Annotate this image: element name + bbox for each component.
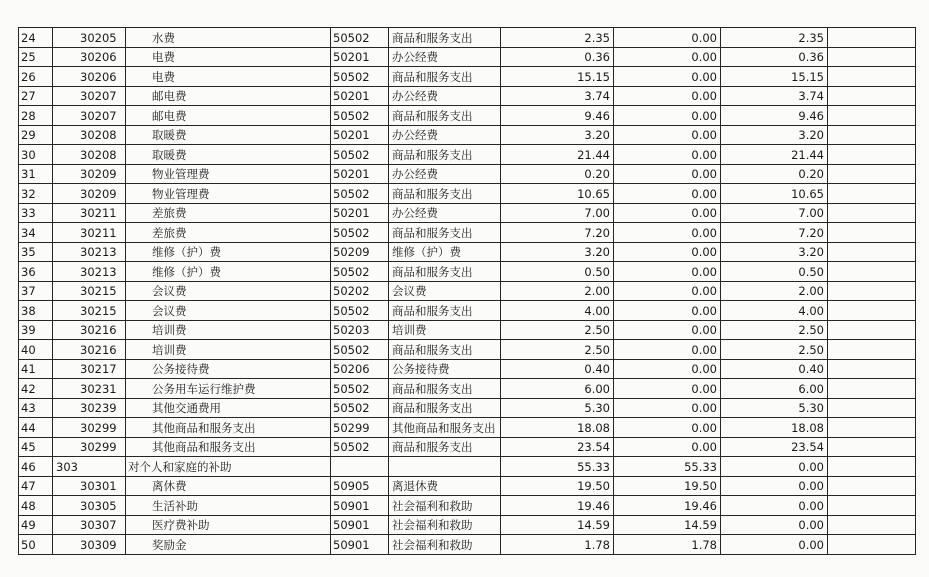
econ-name-cell: 维修（护）费 xyxy=(126,262,331,282)
row-number-cell: 39 xyxy=(19,320,53,340)
econ-code-cell: 30209 xyxy=(53,164,126,184)
econ-code-cell: 30211 xyxy=(53,223,126,243)
table-row xyxy=(19,164,916,184)
econ-code-cell: 30305 xyxy=(53,496,126,516)
econ-code-cell: 30216 xyxy=(53,340,126,360)
basic-amount-cell: 0.00 xyxy=(614,223,721,243)
econ-name-cell: 维修（护）费 xyxy=(126,242,331,262)
gov-econ-code-cell xyxy=(331,457,389,477)
total-amount-cell: 3.20 xyxy=(501,125,614,145)
row-number-cell: 26 xyxy=(19,67,53,87)
econ-name-cell: 对个人和家庭的补助 xyxy=(126,457,331,477)
basic-amount-cell: 0.00 xyxy=(614,164,721,184)
gov-econ-name-cell: 其他商品和服务支出 xyxy=(389,418,501,438)
blank-cell xyxy=(828,457,916,477)
project-amount-cell: 0.00 xyxy=(721,457,828,477)
row-number-cell: 42 xyxy=(19,379,53,399)
blank-cell xyxy=(828,320,916,340)
total-amount-cell: 23.54 xyxy=(501,437,614,457)
gov-econ-name-cell: 办公经费 xyxy=(389,164,501,184)
blank-cell xyxy=(828,398,916,418)
row-number-cell: 44 xyxy=(19,418,53,438)
budget-table xyxy=(18,27,916,555)
basic-amount-cell: 0.00 xyxy=(614,86,721,106)
gov-econ-code-cell: 50502 xyxy=(331,301,389,321)
gov-econ-code-cell: 50201 xyxy=(331,47,389,67)
gov-econ-code-cell: 50502 xyxy=(331,379,389,399)
econ-code-cell: 30215 xyxy=(53,301,126,321)
total-amount-cell: 2.35 xyxy=(501,28,614,48)
basic-amount-cell: 0.00 xyxy=(614,301,721,321)
blank-cell xyxy=(828,242,916,262)
gov-econ-name-cell: 商品和服务支出 xyxy=(389,145,501,165)
row-number-cell: 29 xyxy=(19,125,53,145)
row-number-cell: 34 xyxy=(19,223,53,243)
gov-econ-code-cell: 50201 xyxy=(331,164,389,184)
econ-name-cell: 差旅费 xyxy=(126,223,331,243)
basic-amount-cell: 14.59 xyxy=(614,515,721,535)
table-row xyxy=(19,125,916,145)
table-row xyxy=(19,515,916,535)
econ-name-cell: 物业管理费 xyxy=(126,184,331,204)
blank-cell xyxy=(828,359,916,379)
econ-code-cell: 30205 xyxy=(53,28,126,48)
gov-econ-code-cell: 50502 xyxy=(331,28,389,48)
gov-econ-code-cell: 50502 xyxy=(331,398,389,418)
table-row xyxy=(19,28,916,48)
total-amount-cell: 0.50 xyxy=(501,262,614,282)
basic-amount-cell: 0.00 xyxy=(614,418,721,438)
econ-name-cell: 奖励金 xyxy=(126,535,331,555)
row-number-cell: 50 xyxy=(19,535,53,555)
blank-cell xyxy=(828,281,916,301)
gov-econ-name-cell: 商品和服务支出 xyxy=(389,106,501,126)
blank-cell xyxy=(828,106,916,126)
row-number-cell: 30 xyxy=(19,145,53,165)
project-amount-cell: 0.00 xyxy=(721,515,828,535)
table-row xyxy=(19,145,916,165)
gov-econ-name-cell: 会议费 xyxy=(389,281,501,301)
row-number-cell: 27 xyxy=(19,86,53,106)
gov-econ-code-cell: 50502 xyxy=(331,223,389,243)
gov-econ-name-cell: 办公经费 xyxy=(389,86,501,106)
project-amount-cell: 0.00 xyxy=(721,496,828,516)
blank-cell xyxy=(828,86,916,106)
econ-name-cell: 其他商品和服务支出 xyxy=(126,437,331,457)
table-row xyxy=(19,476,916,496)
basic-amount-cell: 0.00 xyxy=(614,340,721,360)
table-row xyxy=(19,457,916,477)
econ-name-cell: 其他商品和服务支出 xyxy=(126,418,331,438)
econ-name-cell: 电费 xyxy=(126,67,331,87)
table-row xyxy=(19,242,916,262)
gov-econ-name-cell: 社会福利和救助 xyxy=(389,535,501,555)
basic-amount-cell: 0.00 xyxy=(614,203,721,223)
econ-code-cell: 303 xyxy=(53,457,126,477)
project-amount-cell: 10.65 xyxy=(721,184,828,204)
econ-name-cell: 差旅费 xyxy=(126,203,331,223)
blank-cell xyxy=(828,67,916,87)
basic-amount-cell: 1.78 xyxy=(614,535,721,555)
project-amount-cell: 4.00 xyxy=(721,301,828,321)
total-amount-cell: 14.59 xyxy=(501,515,614,535)
total-amount-cell: 55.33 xyxy=(501,457,614,477)
project-amount-cell: 6.00 xyxy=(721,379,828,399)
table-row xyxy=(19,301,916,321)
econ-name-cell: 离休费 xyxy=(126,476,331,496)
gov-econ-code-cell: 50502 xyxy=(331,437,389,457)
basic-amount-cell: 19.46 xyxy=(614,496,721,516)
gov-econ-code-cell: 50502 xyxy=(331,340,389,360)
project-amount-cell: 7.00 xyxy=(721,203,828,223)
econ-name-cell: 邮电费 xyxy=(126,86,331,106)
basic-amount-cell: 0.00 xyxy=(614,262,721,282)
row-number-cell: 49 xyxy=(19,515,53,535)
econ-name-cell: 邮电费 xyxy=(126,106,331,126)
blank-cell xyxy=(828,476,916,496)
row-number-cell: 31 xyxy=(19,164,53,184)
row-number-cell: 47 xyxy=(19,476,53,496)
gov-econ-code-cell: 50905 xyxy=(331,476,389,496)
econ-name-cell: 取暖费 xyxy=(126,145,331,165)
gov-econ-code-cell: 50901 xyxy=(331,535,389,555)
gov-econ-code-cell: 50502 xyxy=(331,106,389,126)
blank-cell xyxy=(828,164,916,184)
project-amount-cell: 18.08 xyxy=(721,418,828,438)
gov-econ-code-cell: 50299 xyxy=(331,418,389,438)
total-amount-cell: 3.74 xyxy=(501,86,614,106)
budget-sheet xyxy=(18,27,916,555)
econ-name-cell: 公务用车运行维护费 xyxy=(126,379,331,399)
econ-name-cell: 培训费 xyxy=(126,340,331,360)
table-row xyxy=(19,67,916,87)
gov-econ-name-cell: 培训费 xyxy=(389,320,501,340)
econ-code-cell: 30215 xyxy=(53,281,126,301)
basic-amount-cell: 55.33 xyxy=(614,457,721,477)
basic-amount-cell: 0.00 xyxy=(614,281,721,301)
table-body xyxy=(19,28,916,555)
row-number-cell: 24 xyxy=(19,28,53,48)
total-amount-cell: 7.20 xyxy=(501,223,614,243)
total-amount-cell: 2.50 xyxy=(501,340,614,360)
gov-econ-name-cell: 办公经费 xyxy=(389,125,501,145)
gov-econ-name-cell: 商品和服务支出 xyxy=(389,184,501,204)
table-row xyxy=(19,203,916,223)
total-amount-cell: 19.46 xyxy=(501,496,614,516)
project-amount-cell: 0.20 xyxy=(721,164,828,184)
project-amount-cell: 2.50 xyxy=(721,320,828,340)
blank-cell xyxy=(828,418,916,438)
econ-name-cell: 会议费 xyxy=(126,301,331,321)
project-amount-cell: 0.36 xyxy=(721,47,828,67)
gov-econ-name-cell: 商品和服务支出 xyxy=(389,28,501,48)
basic-amount-cell: 0.00 xyxy=(614,125,721,145)
row-number-cell: 45 xyxy=(19,437,53,457)
econ-code-cell: 30216 xyxy=(53,320,126,340)
project-amount-cell: 7.20 xyxy=(721,223,828,243)
econ-name-cell: 取暖费 xyxy=(126,125,331,145)
blank-cell xyxy=(828,340,916,360)
total-amount-cell: 6.00 xyxy=(501,379,614,399)
row-number-cell: 37 xyxy=(19,281,53,301)
blank-cell xyxy=(828,379,916,399)
gov-econ-code-cell: 50901 xyxy=(331,496,389,516)
table-row xyxy=(19,106,916,126)
blank-cell xyxy=(828,301,916,321)
row-number-cell: 40 xyxy=(19,340,53,360)
gov-econ-code-cell: 50901 xyxy=(331,515,389,535)
econ-code-cell: 30239 xyxy=(53,398,126,418)
gov-econ-code-cell: 50502 xyxy=(331,67,389,87)
basic-amount-cell: 0.00 xyxy=(614,437,721,457)
econ-code-cell: 30299 xyxy=(53,418,126,438)
row-number-cell: 41 xyxy=(19,359,53,379)
gov-econ-name-cell: 商品和服务支出 xyxy=(389,67,501,87)
basic-amount-cell: 0.00 xyxy=(614,242,721,262)
gov-econ-name-cell: 商品和服务支出 xyxy=(389,340,501,360)
total-amount-cell: 0.36 xyxy=(501,47,614,67)
econ-code-cell: 30207 xyxy=(53,86,126,106)
gov-econ-name-cell: 商品和服务支出 xyxy=(389,262,501,282)
econ-code-cell: 30209 xyxy=(53,184,126,204)
project-amount-cell: 0.50 xyxy=(721,262,828,282)
gov-econ-code-cell: 50502 xyxy=(331,145,389,165)
blank-cell xyxy=(828,515,916,535)
gov-econ-name-cell: 商品和服务支出 xyxy=(389,223,501,243)
project-amount-cell: 2.50 xyxy=(721,340,828,360)
gov-econ-name-cell: 公务接待费 xyxy=(389,359,501,379)
blank-cell xyxy=(828,262,916,282)
total-amount-cell: 0.40 xyxy=(501,359,614,379)
econ-code-cell: 30208 xyxy=(53,125,126,145)
row-number-cell: 36 xyxy=(19,262,53,282)
table-row xyxy=(19,340,916,360)
total-amount-cell: 10.65 xyxy=(501,184,614,204)
gov-econ-name-cell: 商品和服务支出 xyxy=(389,398,501,418)
gov-econ-code-cell: 50209 xyxy=(331,242,389,262)
row-number-cell: 48 xyxy=(19,496,53,516)
econ-code-cell: 30217 xyxy=(53,359,126,379)
table-row xyxy=(19,47,916,67)
basic-amount-cell: 0.00 xyxy=(614,47,721,67)
table-row xyxy=(19,418,916,438)
econ-code-cell: 30207 xyxy=(53,106,126,126)
blank-cell xyxy=(828,496,916,516)
project-amount-cell: 3.20 xyxy=(721,242,828,262)
project-amount-cell: 5.30 xyxy=(721,398,828,418)
table-row xyxy=(19,379,916,399)
total-amount-cell: 2.50 xyxy=(501,320,614,340)
blank-cell xyxy=(828,145,916,165)
blank-cell xyxy=(828,184,916,204)
basic-amount-cell: 0.00 xyxy=(614,145,721,165)
econ-name-cell: 其他交通费用 xyxy=(126,398,331,418)
basic-amount-cell: 0.00 xyxy=(614,359,721,379)
total-amount-cell: 9.46 xyxy=(501,106,614,126)
gov-econ-name-cell: 社会福利和救助 xyxy=(389,496,501,516)
table-row xyxy=(19,262,916,282)
basic-amount-cell: 0.00 xyxy=(614,379,721,399)
econ-code-cell: 30213 xyxy=(53,242,126,262)
table-row xyxy=(19,359,916,379)
gov-econ-code-cell: 50202 xyxy=(331,281,389,301)
gov-econ-name-cell: 社会福利和救助 xyxy=(389,515,501,535)
table-row xyxy=(19,281,916,301)
gov-econ-code-cell: 50201 xyxy=(331,86,389,106)
econ-code-cell: 30211 xyxy=(53,203,126,223)
gov-econ-code-cell: 50201 xyxy=(331,125,389,145)
econ-name-cell: 生活补助 xyxy=(126,496,331,516)
basic-amount-cell: 0.00 xyxy=(614,184,721,204)
econ-code-cell: 30309 xyxy=(53,535,126,555)
gov-econ-code-cell: 50502 xyxy=(331,262,389,282)
total-amount-cell: 5.30 xyxy=(501,398,614,418)
total-amount-cell: 3.20 xyxy=(501,242,614,262)
total-amount-cell: 2.00 xyxy=(501,281,614,301)
row-number-cell: 25 xyxy=(19,47,53,67)
econ-code-cell: 30231 xyxy=(53,379,126,399)
row-number-cell: 33 xyxy=(19,203,53,223)
gov-econ-name-cell: 离退休费 xyxy=(389,476,501,496)
econ-code-cell: 30213 xyxy=(53,262,126,282)
total-amount-cell: 19.50 xyxy=(501,476,614,496)
total-amount-cell: 15.15 xyxy=(501,67,614,87)
project-amount-cell: 2.00 xyxy=(721,281,828,301)
basic-amount-cell: 0.00 xyxy=(614,320,721,340)
project-amount-cell: 0.40 xyxy=(721,359,828,379)
econ-name-cell: 电费 xyxy=(126,47,331,67)
econ-code-cell: 30206 xyxy=(53,47,126,67)
gov-econ-name-cell: 商品和服务支出 xyxy=(389,301,501,321)
table-row xyxy=(19,86,916,106)
total-amount-cell: 4.00 xyxy=(501,301,614,321)
gov-econ-code-cell: 50203 xyxy=(331,320,389,340)
table-row xyxy=(19,320,916,340)
total-amount-cell: 18.08 xyxy=(501,418,614,438)
gov-econ-name-cell: 维修（护）费 xyxy=(389,242,501,262)
gov-econ-name-cell: 商品和服务支出 xyxy=(389,379,501,399)
project-amount-cell: 23.54 xyxy=(721,437,828,457)
project-amount-cell: 15.15 xyxy=(721,67,828,87)
econ-code-cell: 30206 xyxy=(53,67,126,87)
econ-name-cell: 公务接待费 xyxy=(126,359,331,379)
row-number-cell: 46 xyxy=(19,457,53,477)
total-amount-cell: 1.78 xyxy=(501,535,614,555)
gov-econ-name-cell xyxy=(389,457,501,477)
blank-cell xyxy=(828,437,916,457)
econ-name-cell: 会议费 xyxy=(126,281,331,301)
project-amount-cell: 0.00 xyxy=(721,535,828,555)
blank-cell xyxy=(828,535,916,555)
basic-amount-cell: 0.00 xyxy=(614,67,721,87)
basic-amount-cell: 19.50 xyxy=(614,476,721,496)
table-row xyxy=(19,184,916,204)
row-number-cell: 28 xyxy=(19,106,53,126)
table-row xyxy=(19,398,916,418)
table-row xyxy=(19,535,916,555)
total-amount-cell: 0.20 xyxy=(501,164,614,184)
econ-name-cell: 培训费 xyxy=(126,320,331,340)
econ-name-cell: 物业管理费 xyxy=(126,164,331,184)
total-amount-cell: 21.44 xyxy=(501,145,614,165)
basic-amount-cell: 0.00 xyxy=(614,106,721,126)
basic-amount-cell: 0.00 xyxy=(614,28,721,48)
project-amount-cell: 21.44 xyxy=(721,145,828,165)
blank-cell xyxy=(828,28,916,48)
basic-amount-cell: 0.00 xyxy=(614,398,721,418)
table-row xyxy=(19,223,916,243)
row-number-cell: 32 xyxy=(19,184,53,204)
project-amount-cell: 2.35 xyxy=(721,28,828,48)
gov-econ-code-cell: 50502 xyxy=(331,184,389,204)
econ-code-cell: 30299 xyxy=(53,437,126,457)
econ-code-cell: 30307 xyxy=(53,515,126,535)
gov-econ-code-cell: 50201 xyxy=(331,203,389,223)
table-row xyxy=(19,437,916,457)
blank-cell xyxy=(828,125,916,145)
gov-econ-name-cell: 商品和服务支出 xyxy=(389,437,501,457)
econ-code-cell: 30208 xyxy=(53,145,126,165)
row-number-cell: 35 xyxy=(19,242,53,262)
blank-cell xyxy=(828,223,916,243)
project-amount-cell: 0.00 xyxy=(721,476,828,496)
table-row xyxy=(19,496,916,516)
total-amount-cell: 7.00 xyxy=(501,203,614,223)
row-number-cell: 43 xyxy=(19,398,53,418)
gov-econ-name-cell: 办公经费 xyxy=(389,203,501,223)
project-amount-cell: 3.74 xyxy=(721,86,828,106)
blank-cell xyxy=(828,203,916,223)
econ-name-cell: 医疗费补助 xyxy=(126,515,331,535)
gov-econ-code-cell: 50206 xyxy=(331,359,389,379)
gov-econ-name-cell: 办公经费 xyxy=(389,47,501,67)
project-amount-cell: 3.20 xyxy=(721,125,828,145)
blank-cell xyxy=(828,47,916,67)
project-amount-cell: 9.46 xyxy=(721,106,828,126)
econ-name-cell: 水费 xyxy=(126,28,331,48)
econ-code-cell: 30301 xyxy=(53,476,126,496)
row-number-cell: 38 xyxy=(19,301,53,321)
